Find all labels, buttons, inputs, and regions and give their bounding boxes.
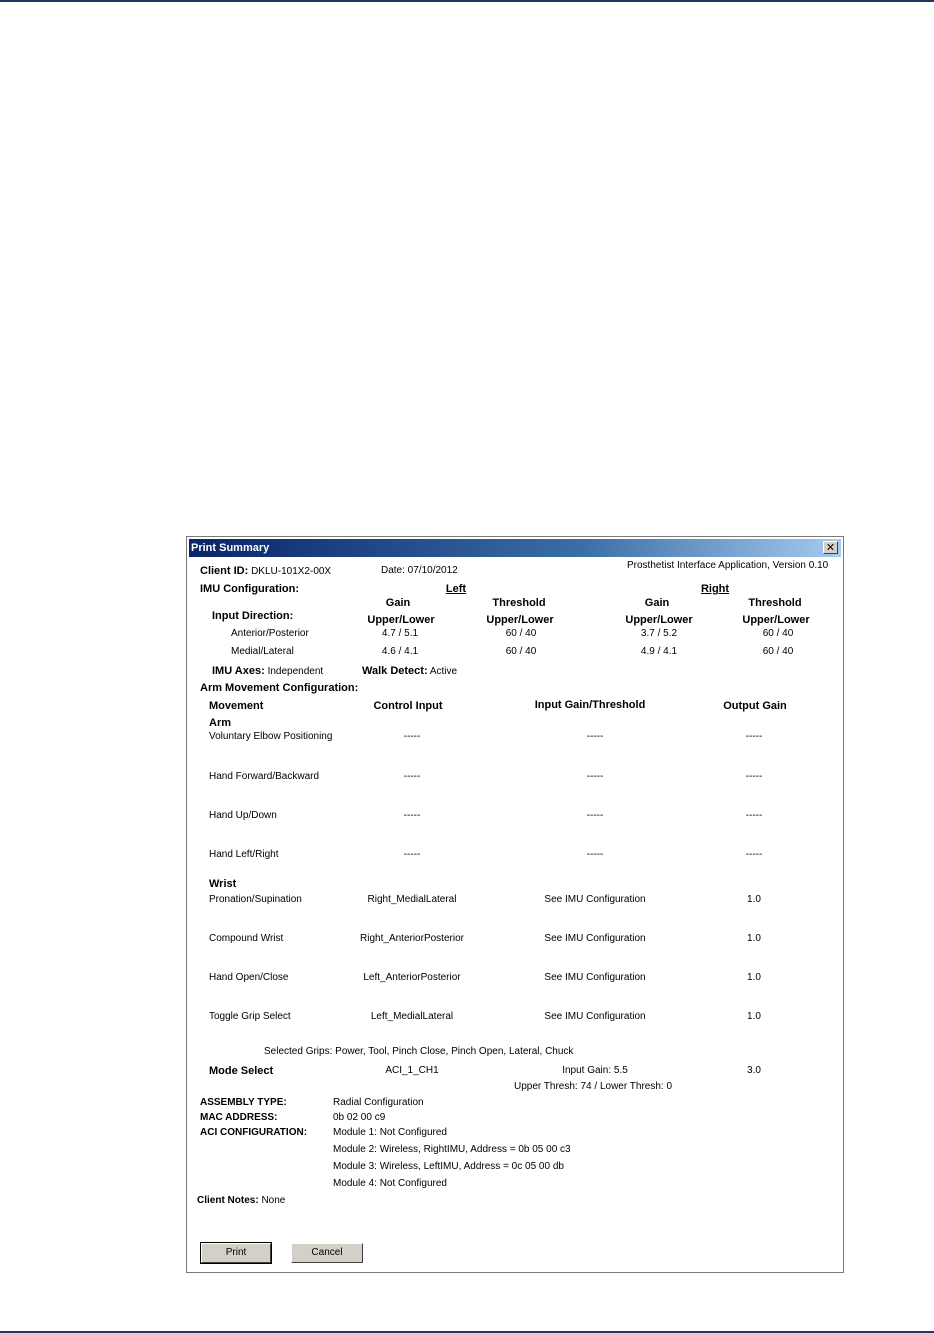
arm-section-label: Arm Movement Configuration: bbox=[200, 682, 359, 694]
imu-left-gain: 4.6 / 4.1 bbox=[381, 646, 419, 657]
mac-address-value: 0b 02 00 c9 bbox=[333, 1112, 386, 1123]
client-id bbox=[200, 565, 331, 578]
page-top-rule bbox=[0, 0, 934, 2]
gain-threshold-column-header: Input Gain/Threshold bbox=[534, 699, 646, 711]
dialog-titlebar bbox=[189, 539, 841, 557]
assembly-type-label: ASSEMBLY TYPE: bbox=[200, 1097, 287, 1108]
control-input: ----- bbox=[403, 731, 421, 742]
arm-group-label: Arm bbox=[209, 717, 232, 729]
client-notes-label: Client Notes: bbox=[197, 1195, 259, 1206]
imu-right-threshold: 60 / 40 bbox=[762, 646, 794, 657]
right-gain-subheader: Upper/Lower bbox=[625, 614, 693, 626]
gain-threshold: See IMU Configuration bbox=[544, 972, 646, 983]
gain-threshold: See IMU Configuration bbox=[544, 933, 646, 944]
imu-right-label: Right bbox=[700, 583, 730, 595]
movement-name: Hand Left/Right bbox=[209, 849, 279, 860]
output-gain: 1.0 bbox=[747, 1011, 761, 1022]
aci-module: Module 2: Wireless, RightIMU, Address = 0b 05 00 c3 bbox=[333, 1144, 571, 1155]
walk-detect-label: Walk Detect: bbox=[362, 665, 428, 677]
control-input: Right_AnteriorPosterior bbox=[360, 933, 464, 944]
dialog-title: Print Summary bbox=[191, 542, 270, 554]
output-gain: ----- bbox=[745, 849, 763, 860]
imu-row-label: Medial/Lateral bbox=[231, 646, 294, 657]
imu-right-gain: 4.9 / 4.1 bbox=[640, 646, 678, 657]
app-version: Prosthetist Interface Application, Version 0.10 bbox=[627, 560, 829, 571]
date-text: Date: 07/10/2012 bbox=[381, 565, 458, 576]
imu-axes-label: IMU Axes: bbox=[212, 665, 265, 677]
gain-threshold: ----- bbox=[586, 771, 604, 782]
client-id-label: Client ID: bbox=[200, 565, 249, 577]
output-gain-column-header: Output Gain bbox=[723, 700, 787, 712]
output-gain: 1.0 bbox=[747, 933, 761, 944]
left-gain-header: Gain bbox=[385, 597, 411, 609]
right-threshold-header: Threshold bbox=[748, 597, 802, 609]
gain-threshold: See IMU Configuration bbox=[544, 894, 646, 905]
aci-module: Module 1: Not Configured bbox=[333, 1127, 447, 1138]
output-gain: ----- bbox=[745, 771, 763, 782]
right-gain-header: Gain bbox=[644, 597, 670, 609]
control-input: ----- bbox=[403, 771, 421, 782]
mode-select-output: 3.0 bbox=[747, 1065, 761, 1076]
output-gain: ----- bbox=[745, 731, 763, 742]
movement-name: Voluntary Elbow Positioning bbox=[209, 731, 333, 742]
print-summary-dialog bbox=[186, 536, 844, 1273]
movement-name: Hand Forward/Backward bbox=[209, 771, 320, 782]
right-threshold-subheader: Upper/Lower bbox=[742, 614, 810, 626]
control-input: Left_MedialLateral bbox=[370, 1011, 454, 1022]
movement-column-header: Movement bbox=[209, 700, 264, 712]
control-input: Right_MedialLateral bbox=[367, 894, 457, 905]
imu-right-threshold: 60 / 40 bbox=[762, 628, 794, 639]
aci-module: Module 4: Not Configured bbox=[333, 1178, 447, 1189]
movement-name: Pronation/Supination bbox=[209, 894, 302, 905]
output-gain: 1.0 bbox=[747, 972, 761, 983]
cancel-button[interactable]: Cancel bbox=[291, 1243, 363, 1263]
control-input: ----- bbox=[403, 810, 421, 821]
imu-axes bbox=[212, 665, 323, 678]
output-gain: ----- bbox=[745, 810, 763, 821]
selected-grips: Selected Grips: Power, Tool, Pinch Close, Pinch Open, Lateral, Chuck bbox=[264, 1046, 574, 1057]
imu-axes-value: Independent bbox=[267, 666, 324, 677]
movement-name: Compound Wrist bbox=[209, 933, 284, 944]
imu-left-threshold: 60 / 40 bbox=[505, 628, 537, 639]
print-button[interactable]: Print bbox=[201, 1243, 271, 1263]
left-gain-subheader: Upper/Lower bbox=[367, 614, 435, 626]
input-direction-label: Input Direction: bbox=[212, 610, 294, 622]
control-input-column-header: Control Input bbox=[373, 700, 443, 712]
close-icon[interactable]: ✕ bbox=[823, 541, 838, 554]
mode-select-thresholds: Upper Thresh: 74 / Lower Thresh: 0 bbox=[513, 1081, 673, 1092]
walk-detect bbox=[362, 665, 457, 678]
imu-left-threshold: 60 / 40 bbox=[505, 646, 537, 657]
imu-row-label: Anterior/Posterior bbox=[231, 628, 309, 639]
wrist-group-label: Wrist bbox=[209, 878, 237, 890]
imu-left-gain: 4.7 / 5.1 bbox=[381, 628, 419, 639]
imu-section-label: IMU Configuration: bbox=[200, 583, 299, 595]
movement-name: Toggle Grip Select bbox=[209, 1011, 291, 1022]
assembly-type-value: Radial Configuration bbox=[333, 1097, 424, 1108]
client-notes bbox=[197, 1195, 285, 1207]
mode-select-label: Mode Select bbox=[209, 1065, 274, 1077]
aci-configuration-label: ACI CONFIGURATION: bbox=[200, 1127, 308, 1138]
client-id-value: DKLU-101X2-00X bbox=[251, 566, 332, 577]
gain-threshold: See IMU Configuration bbox=[544, 1011, 646, 1022]
control-input: ----- bbox=[403, 849, 421, 860]
mode-select-control: ACI_1_CH1 bbox=[385, 1065, 439, 1076]
control-input: Left_AnteriorPosterior bbox=[363, 972, 461, 983]
imu-left-label: Left bbox=[445, 583, 467, 595]
mode-select-input-gain: Input Gain: 5.5 bbox=[562, 1065, 628, 1076]
client-notes-value: None bbox=[261, 1195, 286, 1206]
movement-name: Hand Open/Close bbox=[209, 972, 289, 983]
movement-name: Hand Up/Down bbox=[209, 810, 277, 821]
gain-threshold: ----- bbox=[586, 849, 604, 860]
imu-right-gain: 3.7 / 5.2 bbox=[640, 628, 678, 639]
mac-address-label: MAC ADDRESS: bbox=[200, 1112, 278, 1123]
walk-detect-value: Active bbox=[429, 666, 458, 677]
aci-module: Module 3: Wireless, LeftIMU, Address = 0c 05 00 db bbox=[333, 1161, 564, 1172]
gain-threshold: ----- bbox=[586, 810, 604, 821]
left-threshold-header: Threshold bbox=[492, 597, 546, 609]
gain-threshold: ----- bbox=[586, 731, 604, 742]
output-gain: 1.0 bbox=[747, 894, 761, 905]
left-threshold-subheader: Upper/Lower bbox=[486, 614, 554, 626]
